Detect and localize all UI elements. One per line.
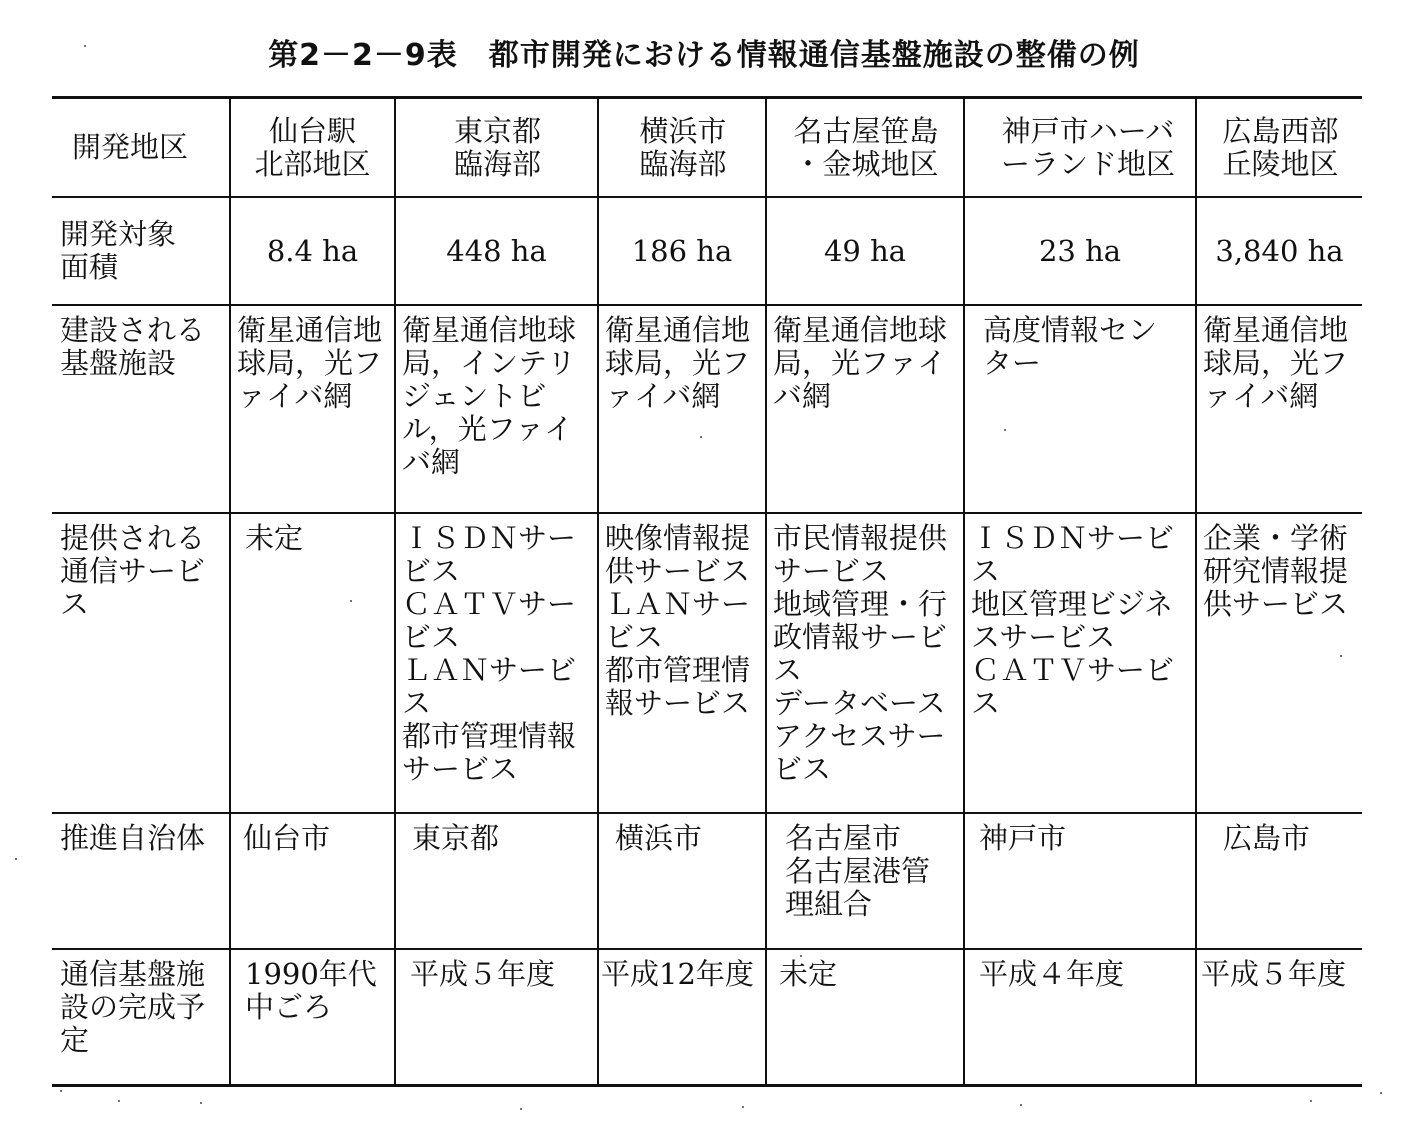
- cell-line: ーランド地区: [1000, 146, 1175, 181]
- facility-row: [52, 305, 1362, 513]
- table-title: 第2－2－9表 都市開発における情報通信基盤施設の整備の例: [268, 38, 1140, 73]
- scan-speckle: [742, 1106, 744, 1108]
- cell-line: 推進自治体: [60, 821, 206, 855]
- table-cell: [964, 813, 1196, 949]
- cell-line: ァイバ網: [605, 379, 721, 413]
- cell-line: ター: [983, 346, 1042, 380]
- scan-speckle: [118, 1100, 120, 1102]
- cell-line: ビス: [402, 554, 461, 588]
- district-header: [395, 98, 598, 198]
- cell-line: 面積: [60, 250, 119, 284]
- cell-line: 186 ha: [631, 233, 733, 268]
- header-label: 開発地区: [52, 98, 230, 198]
- completion-row: [52, 949, 1362, 1086]
- cell-line: 都市管理情: [605, 653, 751, 687]
- table-cell: [964, 305, 1196, 513]
- table-cell: [766, 513, 964, 813]
- cell-line: 都市管理情報: [402, 719, 577, 753]
- cell-line: ＬＡＮサービ: [402, 653, 577, 687]
- cell-line: 理組合: [785, 887, 873, 921]
- table-cell: [230, 949, 395, 1086]
- table-cell: [964, 949, 1196, 1086]
- cell-line: 臨海部: [453, 146, 541, 181]
- cell-line: 448 ha: [446, 233, 547, 268]
- cell-line: 設の完成予: [60, 990, 206, 1024]
- table-cell: [598, 949, 766, 1086]
- cell-line: ビス: [605, 620, 664, 654]
- row-label: [52, 813, 230, 949]
- scan-speckle: [60, 1090, 62, 1092]
- cell-line: ビス: [402, 620, 461, 654]
- cell-line: バ網: [773, 379, 832, 413]
- cell-line: 東京都: [412, 821, 500, 855]
- table-cell: [230, 813, 395, 949]
- cell-line: 開発対象: [60, 217, 177, 251]
- municipality-row: [52, 813, 1362, 949]
- cell-line: ス: [402, 686, 432, 720]
- cell-line: 地区管理ビジネ: [971, 587, 1174, 621]
- header-row: [52, 98, 1362, 198]
- infrastructure-table: [52, 96, 1362, 1087]
- cell-line: 平成４年度: [979, 957, 1125, 991]
- table-cell: [598, 305, 766, 513]
- row-label: [52, 305, 230, 513]
- table-cell: [230, 513, 395, 813]
- scan-speckle: [800, 955, 802, 957]
- cell-line: 8.4 ha: [266, 233, 359, 268]
- cell-line: 3,840 ha: [1215, 233, 1344, 268]
- cell-line: スサービス: [971, 620, 1116, 654]
- scan-speckle: [1380, 1092, 1382, 1094]
- cell-line: 49 ha: [823, 233, 907, 268]
- cell-line: データベース: [773, 686, 946, 720]
- cell-line: 広島市: [1223, 821, 1311, 855]
- table-cell: [395, 949, 598, 1086]
- cell-line: 仙台駅: [268, 113, 356, 148]
- cell-line: ＬＡＮサー: [605, 587, 751, 621]
- cell-line: 通信サービ: [60, 554, 206, 588]
- scan-speckle: [520, 1108, 522, 1110]
- cell-line: 企業・学術: [1203, 521, 1349, 555]
- cell-line: ス: [971, 686, 1001, 720]
- table-cell: [1196, 949, 1362, 1086]
- cell-line: 衛星通信地: [1203, 313, 1349, 347]
- cell-line: 仙台市: [243, 821, 331, 855]
- scan-speckle: [1340, 655, 1342, 657]
- cell-line: ス: [971, 554, 1001, 588]
- cell-line: サービス: [402, 752, 519, 786]
- cell-line: 報サービス: [605, 686, 751, 720]
- cell-line: ＩＳＤＮサー: [402, 521, 577, 555]
- cell-line: 丘陵地区: [1222, 146, 1339, 181]
- cell-line: 供サービス: [1203, 587, 1349, 621]
- cell-line: 神戸市ハーバ: [1001, 113, 1175, 148]
- table-cell: [766, 949, 964, 1086]
- scan-speckle: [1004, 429, 1006, 431]
- cell-line: 平成12年度: [601, 957, 754, 991]
- cell-line: 市民情報提供: [773, 521, 948, 555]
- cell-line: ・金城地区: [793, 146, 939, 181]
- scan-speckle: [1310, 1100, 1312, 1102]
- scan-speckle: [200, 1102, 202, 1104]
- cell-line: 衛星通信地球: [773, 313, 948, 347]
- table-cell: [766, 305, 964, 513]
- cell-line: 臨海部: [639, 146, 727, 181]
- cell-line: ス: [60, 587, 90, 621]
- cell-line: 球局，光フ: [605, 346, 751, 380]
- table-cell: [766, 813, 964, 949]
- cell-line: 東京都: [453, 113, 541, 148]
- district-header: [1196, 98, 1362, 198]
- cell-line: 衛星通信地: [605, 313, 751, 347]
- cell-line: ビス: [773, 752, 832, 786]
- scan-speckle: [700, 436, 702, 438]
- service-row: [52, 513, 1362, 813]
- table-cell: [230, 197, 395, 305]
- cell-line: 名古屋市: [785, 821, 902, 855]
- cell-line: 基盤施設: [60, 346, 177, 380]
- cell-line: 供サービス: [605, 554, 751, 588]
- cell-line: ス: [773, 653, 803, 687]
- cell-line: ァイバ網: [1203, 379, 1319, 413]
- cell-line: 1990年代: [245, 957, 377, 991]
- cell-line: 23 ha: [1038, 233, 1122, 268]
- row-label: [52, 513, 230, 813]
- cell-line: 広島西部: [1222, 113, 1339, 148]
- table-cell: [1196, 197, 1362, 305]
- table-cell: [395, 813, 598, 949]
- cell-line: 政情報サービ: [773, 620, 948, 654]
- cell-line: ＣＡＴＶサー: [402, 587, 577, 621]
- cell-line: 局，インテリ: [402, 346, 577, 380]
- cell-line: ァイバ網: [237, 379, 353, 413]
- table-cell: [230, 305, 395, 513]
- cell-line: 名古屋笹島: [793, 113, 939, 148]
- cell-line: 定: [60, 1023, 90, 1057]
- scan-speckle: [350, 600, 352, 602]
- cell-line: ル，光ファイ: [402, 412, 574, 446]
- cell-line: 横浜市: [639, 113, 727, 148]
- table-cell: [395, 305, 598, 513]
- table-cell: [598, 513, 766, 813]
- cell-line: 球局，光フ: [237, 346, 383, 380]
- cell-line: 未定: [779, 957, 838, 991]
- row-label: [52, 197, 230, 305]
- district-header: [230, 98, 395, 198]
- cell-line: バ網: [402, 445, 461, 479]
- table-cell: [1196, 305, 1362, 513]
- cell-line: 通信基盤施: [60, 957, 206, 991]
- cell-line: ＩＳＤＮサービ: [971, 521, 1175, 555]
- cell-line: ジェントビ: [402, 379, 547, 413]
- cell-line: 提供される: [60, 521, 206, 555]
- cell-line: 映像情報提: [605, 521, 751, 555]
- cell-line: 球局，光フ: [1203, 346, 1349, 380]
- district-header: [766, 98, 964, 198]
- cell-line: 名古屋港管: [785, 854, 931, 888]
- cell-line: 平成５年度: [1201, 957, 1347, 991]
- table-cell: [1196, 513, 1362, 813]
- table-cell: [598, 197, 766, 305]
- table-cell: [1196, 813, 1362, 949]
- table-body: [52, 98, 1362, 1086]
- scan-speckle: [84, 45, 86, 47]
- cell-line: 衛星通信地: [237, 313, 383, 347]
- table-cell: [766, 197, 964, 305]
- cell-line: ＣＡＴＶサービ: [971, 653, 1175, 687]
- cell-line: 局，光ファイ: [773, 346, 947, 380]
- table-cell: [964, 513, 1196, 813]
- cell-line: 中ごろ: [245, 990, 333, 1024]
- row-label: [52, 949, 230, 1086]
- cell-line: 平成５年度: [410, 957, 556, 991]
- table-cell: [395, 513, 598, 813]
- cell-line: 高度情報セン: [983, 313, 1158, 347]
- area-row: [52, 197, 1362, 305]
- cell-line: 地域管理・行: [773, 587, 948, 621]
- cell-line: アクセスサー: [773, 719, 946, 753]
- district-header: [964, 98, 1196, 198]
- table-cell: [964, 197, 1196, 305]
- scan-speckle: [15, 858, 17, 860]
- cell-line: 未定: [245, 521, 304, 555]
- table-cell: [395, 197, 598, 305]
- cell-line: サービス: [773, 554, 890, 588]
- cell-line: 神戸市: [979, 821, 1067, 855]
- cell-line: 横浜市: [615, 821, 703, 855]
- district-header: [598, 98, 766, 198]
- scan-speckle: [1020, 1104, 1022, 1106]
- cell-line: 研究情報提: [1203, 554, 1349, 588]
- cell-line: 北部地区: [254, 146, 371, 181]
- cell-line: 衛星通信地球: [402, 313, 577, 347]
- cell-line: 建設される: [60, 313, 206, 347]
- table-cell: [598, 813, 766, 949]
